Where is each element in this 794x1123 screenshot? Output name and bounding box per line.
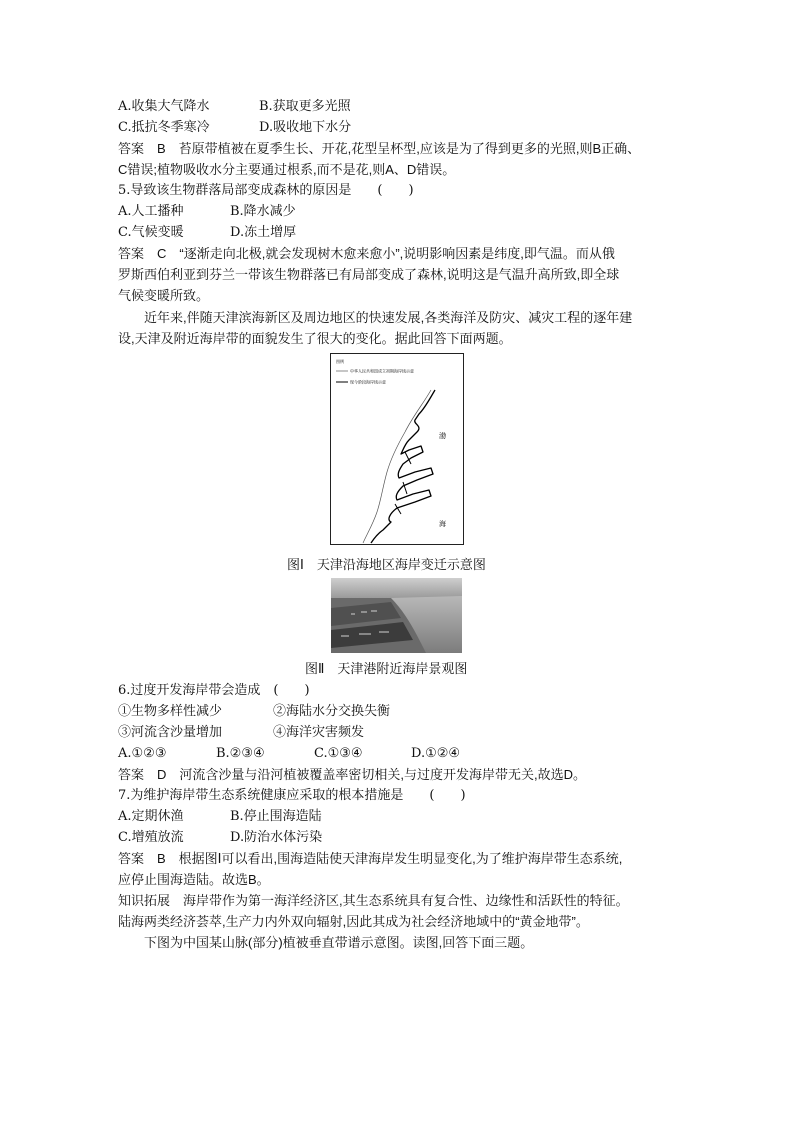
outro-line1: 下图为中国某山脉(部分)植被垂直带谱示意图。读图,回答下面三题。 [118,935,534,950]
q4-options-row1 [118,97,351,117]
q5-options-row2 [118,223,297,243]
q7-option-a: A.定期休渔 [118,809,184,824]
q4-option-b: B.获取更多光照 [259,99,351,114]
q7-options-row2 [118,828,323,848]
intro-line2: 设,天津及附近海岸带的面貌发生了很大的变化。据此回答下面两题。 [118,331,512,346]
q5-option-a: A.人工播种 [118,204,184,219]
figure2-caption: 图Ⅱ 天津港附近海岸景观图 [305,661,468,676]
q5-option-c: C.气候变暖 [118,225,184,240]
photo-sky [331,578,462,598]
figure1-caption: 图Ⅰ 天津沿海地区海岸变迁示意图 [287,557,486,572]
port-photo [331,578,462,653]
extension-line2: 陆海两类经济荟萃,生产力内外双向辐射,因此其成为社会经济地域中的“黄金地带”。 [118,914,589,929]
q7-answer-line1: 答案 B 根据图Ⅰ可以看出,围海造陆使天津海岸发生明显变化,为了维护海岸带生态系统, [118,851,623,866]
q4-answer-line1: 答案 B 苔原带植被在夏季生长、开花,花型呈杯型,应该是为了得到更多的光照,则B正确、 [118,141,641,156]
q5-options-row1 [118,202,296,222]
q6-option-a: A.①②③ [118,746,167,761]
q6-items-row1 [118,702,391,722]
q6-option-d: D.①②④ [411,746,461,761]
q5-answer-line3: 气候变暖所致。 [118,288,210,303]
q6-item-3: ③河流含沙量增加 [118,725,223,740]
q5-option-b: B.降水减少 [230,204,296,219]
q7-stem: 7.为维护海岸带生态系统健康应采取的根本措施是 ( ) [118,788,466,803]
q6-item-2: ②海陆水分交换失衡 [273,704,391,719]
sea-label-hai: 海 [439,520,446,528]
q6-option-c: C.①③④ [314,746,363,761]
q7-option-b: B.停止围海造陆 [230,809,322,824]
legend-title: 图例 [336,359,344,364]
q7-options-row1 [118,807,322,827]
legend-old-label: 中华人民共和国成立初期海岸线示意 [350,368,414,374]
coastline-map [330,353,464,545]
q4-option-d: D.吸收地下水分 [259,120,352,135]
current-coastline [371,390,435,543]
q7-option-c: C.增殖放流 [118,830,184,845]
q5-option-d: D.冻土增厚 [230,225,297,240]
sea-label-bo: 渤 [439,432,446,440]
q6-options-row [118,744,461,764]
q6-items-row2 [118,723,365,743]
q5-stem: 5.导致该生物群落局部变成森林的原因是 ( ) [118,183,414,198]
port-photo-svg [331,578,462,653]
intro-line1: 近年来,伴随天津滨海新区及周边地区的快速发展,各类海洋及防灾、减灾工程的逐年建 [118,310,633,325]
q6-item-4: ④海洋灾害频发 [273,725,365,740]
q6-answer: 答案 D 河流含沙量与沿河植被覆盖率密切相关,与过度开发海岸带无关,故选D。 [118,767,587,782]
q6-item-1: ①生物多样性减少 [118,704,223,719]
q6-stem: 6.过度开发海岸带会造成 ( ) [118,683,310,698]
coastline-map-svg [331,354,463,544]
q4-option-a: A.收集大气降水 [118,99,210,114]
q4-answer-line2: C错误;植物吸收水分主要通过根系,而不是花,则A、D错误。 [118,162,456,177]
q4-options-row2 [118,118,352,138]
q7-answer-line2: 应停止围海造陆。故选B。 [118,872,270,887]
q5-answer-line2: 罗斯西伯利亚到芬兰一带该生物群落已有局部变成了森林,说明这是气温升高所致,即全球 [118,267,620,282]
legend-new-label: 现今阶段海岸线示意 [350,379,386,385]
extension-line1: 知识拓展 海岸带作为第一海洋经济区,其生态系统具有复合性、边缘性和活跃性的特征。 [118,893,629,908]
q7-option-d: D.防治水体污染 [230,830,323,845]
q4-option-c: C.抵抗冬季寒冷 [118,120,210,135]
q5-answer-line1: 答案 C “逐渐走向北极,就会发现树木愈来愈小”,说明影响因素是纬度,即气温。而从俄 [118,246,615,261]
q6-option-b: B.②③④ [216,746,265,761]
